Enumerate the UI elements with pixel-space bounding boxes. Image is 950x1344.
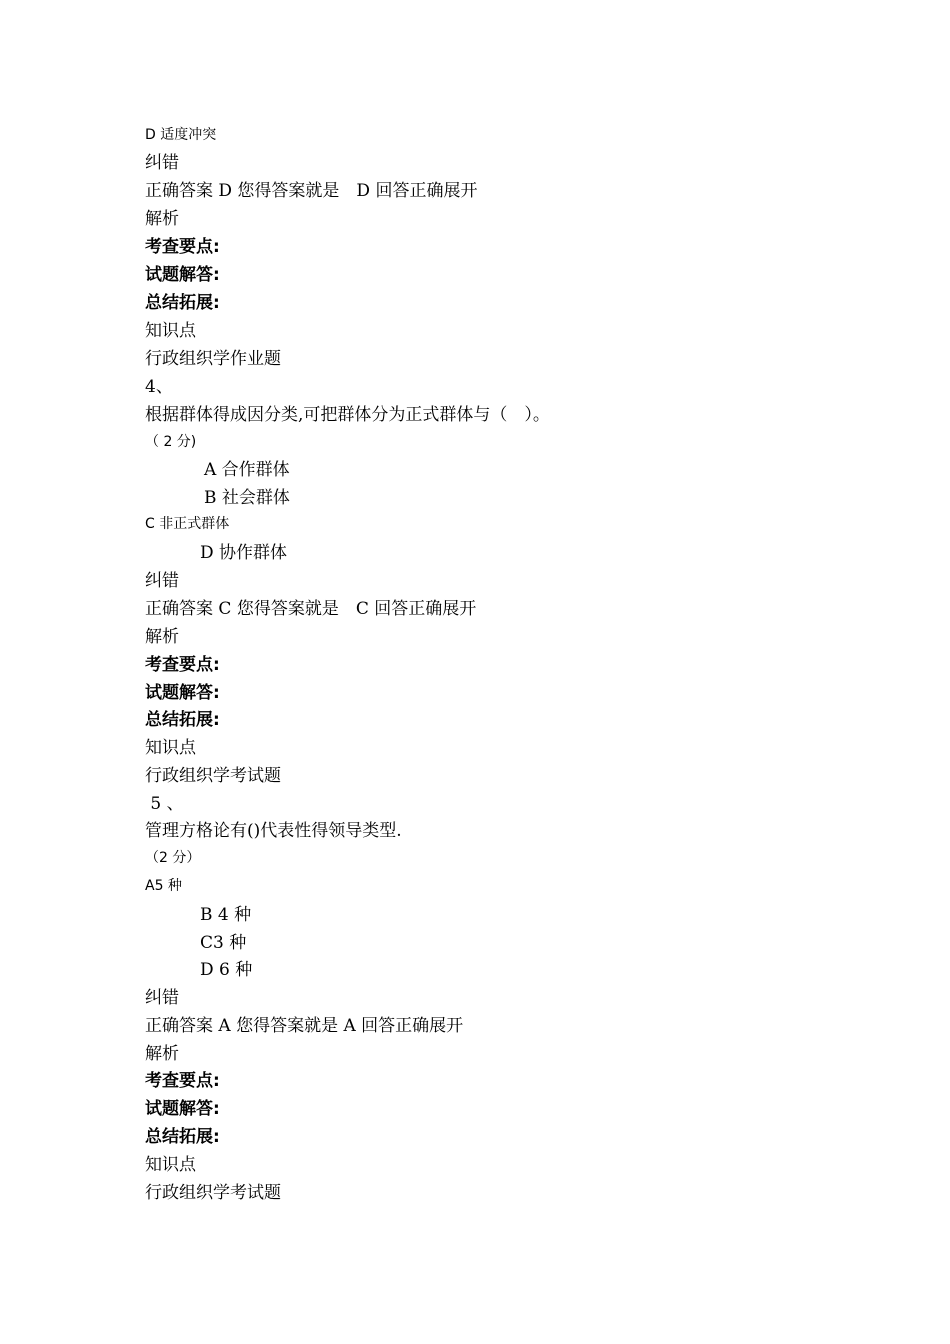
option-d: D 适度冲突: [145, 127, 217, 143]
option-a[interactable]: A5 种: [145, 878, 182, 894]
jieda-heading: 试题解答:: [145, 683, 220, 703]
correct-answer-line[interactable]: 正确答案 C 您得答案就是 C 回答正确展开: [145, 599, 477, 619]
kaocha-heading: 考查要点:: [145, 1071, 220, 1091]
question-number: 4、: [145, 377, 173, 397]
question-number: 5 、: [145, 794, 184, 814]
jieda-heading: 试题解答:: [145, 1099, 220, 1119]
option-c[interactable]: C3 种: [200, 933, 247, 953]
question-score: （2 分）: [145, 850, 201, 866]
option-b[interactable]: B 4 种: [200, 905, 252, 925]
jieda-heading: 试题解答:: [145, 265, 220, 285]
zongjie-heading: 总结拓展:: [145, 710, 220, 730]
option-a[interactable]: A 合作群体: [204, 460, 290, 480]
correct-answer-line[interactable]: 正确答案 A 您得答案就是 A 回答正确展开: [145, 1016, 464, 1036]
option-d[interactable]: D 协作群体: [200, 543, 288, 563]
jiexi-label: 解析: [145, 627, 179, 647]
question-score: （ 2 分): [145, 434, 197, 450]
question-text: 根据群体得成因分类,可把群体分为正式群体与（ ）。: [145, 405, 550, 425]
kaocha-heading: 考查要点:: [145, 237, 220, 257]
option-c[interactable]: C 非正式群体: [145, 516, 230, 532]
option-d[interactable]: D 6 种: [200, 960, 253, 980]
option-b[interactable]: B 社会群体: [204, 488, 290, 508]
zhishidian-label: 知识点: [145, 738, 196, 758]
zhishidian-label: 知识点: [145, 1155, 196, 1175]
category-label: 行政组织学考试题: [145, 766, 281, 786]
jiucuo-link[interactable]: 纠错: [145, 153, 179, 173]
correct-answer-line[interactable]: 正确答案 D 您得答案就是 D 回答正确展开: [145, 181, 478, 201]
zongjie-heading: 总结拓展:: [145, 293, 220, 313]
kaocha-heading: 考查要点:: [145, 655, 220, 675]
category-label: 行政组织学考试题: [145, 1183, 281, 1203]
jiucuo-link[interactable]: 纠错: [145, 988, 179, 1008]
jiexi-label: 解析: [145, 1044, 179, 1064]
jiexi-label: 解析: [145, 209, 179, 229]
zongjie-heading: 总结拓展:: [145, 1127, 220, 1147]
zhishidian-label: 知识点: [145, 321, 196, 341]
question-text: 管理方格论有()代表性得领导类型.: [145, 821, 402, 841]
category-label: 行政组织学作业题: [145, 349, 281, 369]
jiucuo-link[interactable]: 纠错: [145, 571, 179, 591]
